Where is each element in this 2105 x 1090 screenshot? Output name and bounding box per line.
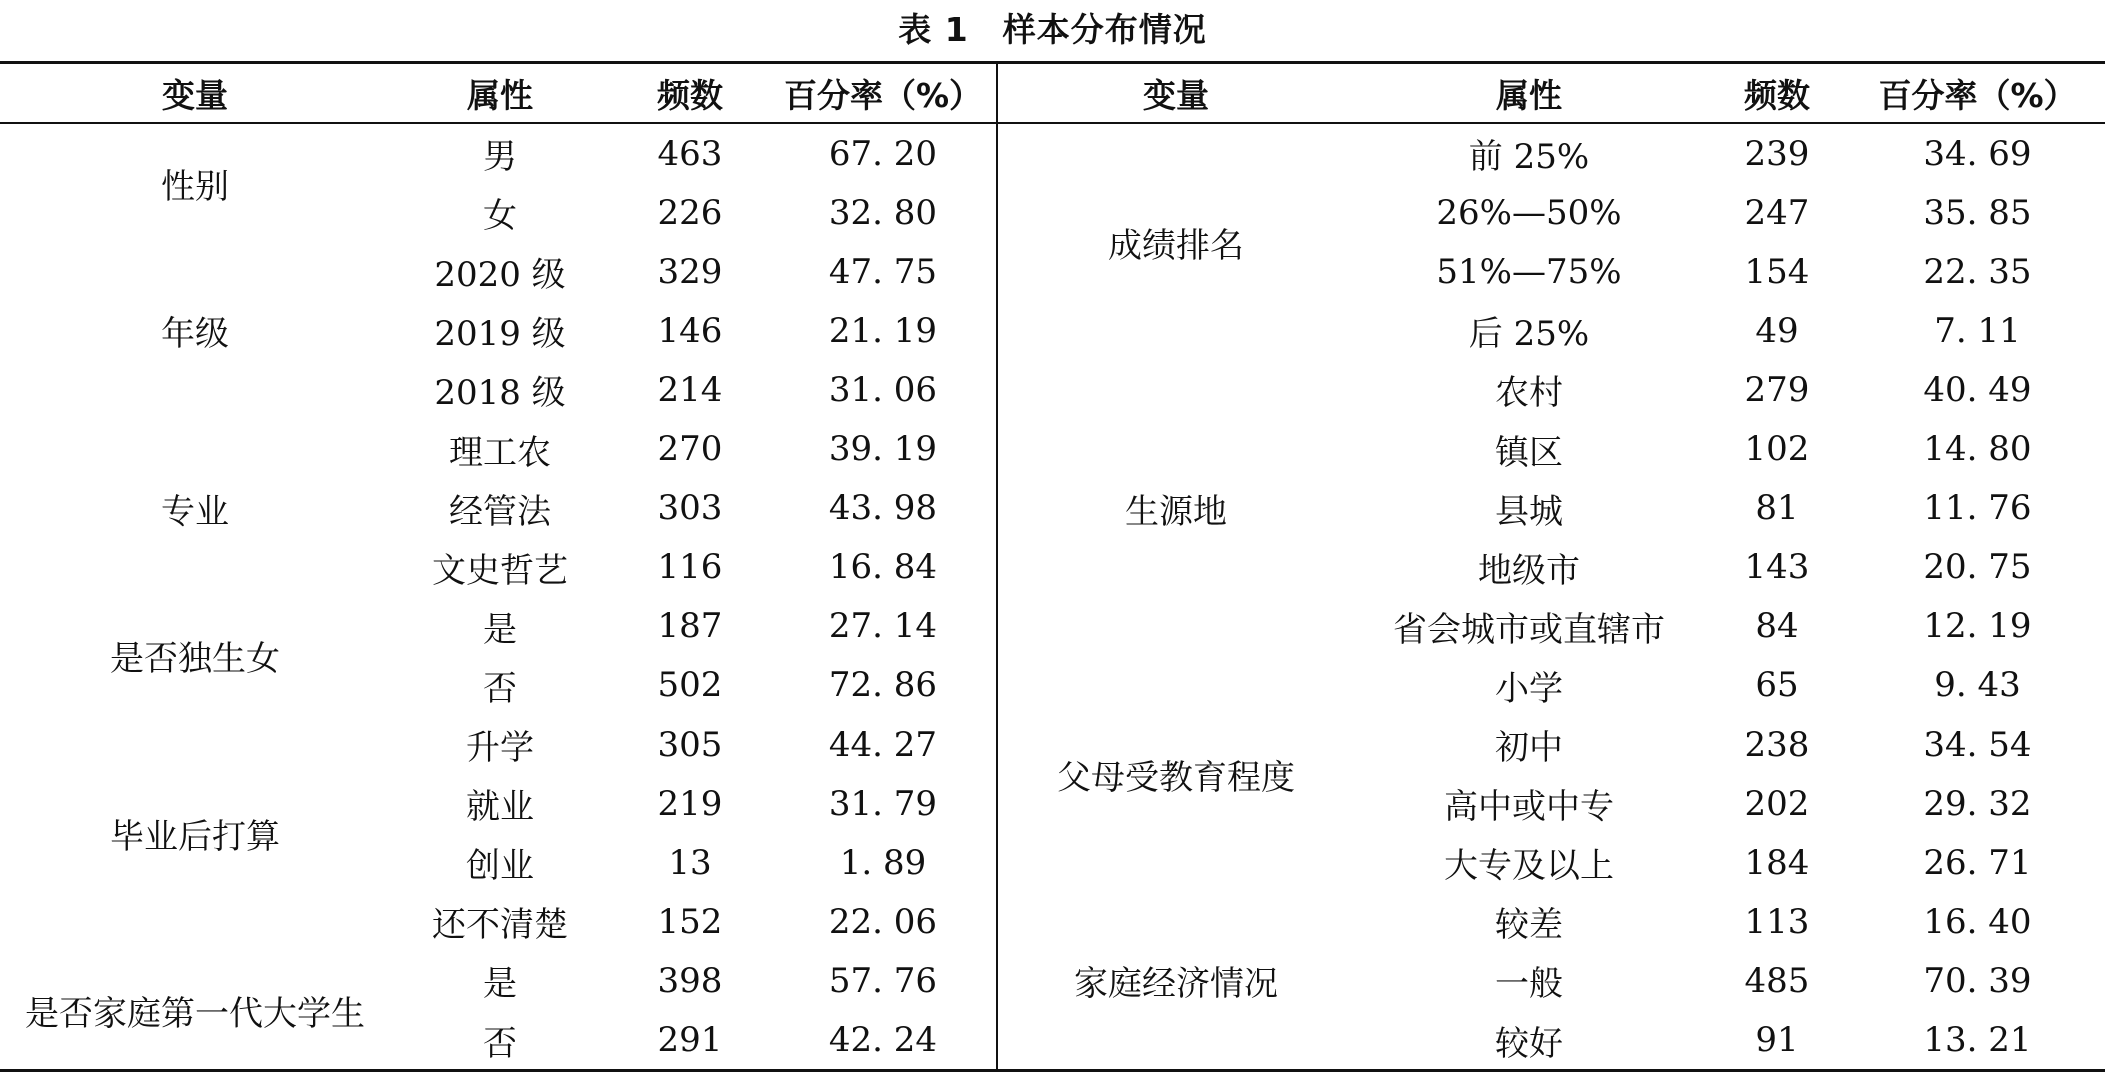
- variable-label: 生源地: [1125, 491, 1227, 532]
- attribute-cell: 较差: [1495, 905, 1563, 946]
- frequency-cell: 279: [1744, 369, 1810, 410]
- percentage-cell: 31. 06: [828, 369, 938, 410]
- percentage-cell: 57. 76: [828, 960, 938, 1001]
- attribute-cell: 是: [483, 964, 517, 1005]
- attribute-cell: 2018 级: [434, 373, 566, 414]
- percentage-cell: 42. 24: [828, 1020, 938, 1061]
- frequency-cell: 219: [657, 783, 723, 824]
- header-frequency-right: 频数: [1744, 75, 1810, 115]
- frequency-cell: 184: [1744, 842, 1810, 883]
- header-attribute-right: 属性: [1496, 75, 1562, 115]
- percentage-cell: 1. 89: [839, 842, 927, 883]
- frequency-cell: 102: [1744, 429, 1810, 470]
- frequency-cell: 226: [657, 192, 723, 233]
- header-percentage-left: 百分率（%）: [783, 75, 983, 115]
- attribute-cell: 还不清楚: [432, 905, 568, 946]
- frequency-cell: 463: [657, 133, 723, 174]
- percentage-cell: 11. 76: [1923, 488, 2032, 529]
- percentage-cell: 27. 14: [828, 606, 938, 647]
- attribute-cell: 51%—75%: [1436, 251, 1622, 292]
- frequency-cell: 187: [657, 606, 723, 647]
- attribute-cell: 省会城市或直辖市: [1393, 609, 1665, 650]
- header-attribute-left: 属性: [467, 75, 533, 115]
- attribute-cell: 经管法: [449, 491, 551, 532]
- frequency-cell: 84: [1755, 606, 1799, 647]
- frequency-cell: 152: [657, 901, 723, 942]
- header-variable-left: 变量: [162, 75, 228, 115]
- percentage-cell: 40. 49: [1923, 369, 2032, 410]
- percentage-cell: 47. 75: [828, 251, 938, 292]
- frequency-cell: 247: [1744, 192, 1810, 233]
- percentage-cell: 16. 84: [828, 547, 938, 588]
- frequency-cell: 502: [657, 665, 723, 706]
- percentage-cell: 20. 75: [1923, 547, 2032, 588]
- frequency-cell: 305: [657, 724, 723, 765]
- variable-label: 毕业后打算: [110, 816, 280, 857]
- frequency-cell: 81: [1755, 488, 1799, 529]
- frequency-cell: 485: [1744, 960, 1810, 1001]
- attribute-cell: 否: [483, 668, 517, 709]
- attribute-cell: 文史哲艺: [432, 550, 568, 591]
- frequency-cell: 65: [1755, 665, 1799, 706]
- attribute-cell: 县城: [1495, 491, 1563, 532]
- frequency-cell: 270: [657, 429, 723, 470]
- percentage-cell: 14. 80: [1923, 429, 2032, 470]
- frequency-cell: 238: [1744, 724, 1810, 765]
- percentage-cell: 70. 39: [1923, 960, 2032, 1001]
- frequency-cell: 398: [657, 960, 723, 1001]
- attribute-cell: 2019 级: [434, 314, 566, 355]
- frequency-cell: 329: [657, 251, 723, 292]
- table-title: 表 1 样本分布情况: [898, 10, 1207, 49]
- frequency-cell: 49: [1755, 310, 1799, 351]
- frequency-cell: 143: [1744, 547, 1810, 588]
- percentage-cell: 22. 06: [828, 901, 938, 942]
- attribute-cell: 男: [483, 137, 517, 178]
- attribute-cell: 一般: [1495, 964, 1563, 1005]
- percentage-cell: 34. 54: [1923, 724, 2032, 765]
- attribute-cell: 初中: [1495, 728, 1563, 769]
- header-frequency-left: 频数: [657, 75, 723, 115]
- frequency-cell: 239: [1744, 133, 1810, 174]
- percentage-cell: 32. 80: [828, 192, 938, 233]
- frequency-cell: 91: [1755, 1020, 1799, 1061]
- header-variable-right: 变量: [1143, 75, 1209, 115]
- percentage-cell: 29. 32: [1923, 783, 2032, 824]
- attribute-cell: 女: [483, 196, 517, 237]
- variable-label: 年级: [161, 314, 229, 355]
- frequency-cell: 13: [668, 842, 712, 883]
- percentage-cell: 34. 69: [1923, 133, 2032, 174]
- variable-label: 是否家庭第一代大学生: [25, 993, 365, 1034]
- percentage-cell: 26. 71: [1923, 842, 2032, 883]
- variable-label: 是否独生女: [110, 639, 280, 680]
- percentage-cell: 16. 40: [1923, 901, 2032, 942]
- frequency-cell: 202: [1744, 783, 1810, 824]
- variable-label: 成绩排名: [1108, 225, 1244, 266]
- frequency-cell: 303: [657, 488, 723, 529]
- attribute-cell: 农村: [1495, 373, 1563, 414]
- attribute-cell: 地级市: [1478, 550, 1580, 591]
- attribute-cell: 高中或中专: [1444, 787, 1614, 828]
- attribute-cell: 26%—50%: [1436, 192, 1622, 233]
- percentage-cell: 13. 21: [1923, 1020, 2032, 1061]
- percentage-cell: 44. 27: [828, 724, 938, 765]
- percentage-cell: 39. 19: [828, 429, 938, 470]
- percentage-cell: 12. 19: [1923, 606, 2032, 647]
- percentage-cell: 72. 86: [828, 665, 938, 706]
- attribute-cell: 创业: [466, 846, 534, 887]
- attribute-cell: 大专及以上: [1444, 846, 1614, 887]
- frequency-cell: 214: [657, 369, 723, 410]
- percentage-cell: 7. 11: [1934, 310, 2021, 351]
- attribute-cell: 后 25%: [1468, 314, 1590, 355]
- variable-label: 专业: [161, 491, 229, 532]
- attribute-cell: 镇区: [1495, 432, 1563, 473]
- frequency-cell: 116: [657, 547, 723, 588]
- attribute-cell: 较好: [1495, 1023, 1563, 1064]
- variable-label: 家庭经济情况: [1074, 964, 1278, 1005]
- attribute-cell: 小学: [1495, 668, 1563, 709]
- attribute-cell: 理工农: [449, 432, 551, 473]
- attribute-cell: 否: [483, 1023, 517, 1064]
- attribute-cell: 升学: [466, 728, 534, 769]
- attribute-cell: 就业: [466, 787, 534, 828]
- percentage-cell: 35. 85: [1923, 192, 2032, 233]
- attribute-cell: 2020 级: [434, 255, 566, 296]
- percentage-cell: 9. 43: [1934, 665, 2021, 706]
- percentage-cell: 67. 20: [828, 133, 938, 174]
- variable-label: 父母受教育程度: [1057, 757, 1295, 798]
- frequency-cell: 146: [657, 310, 723, 351]
- frequency-cell: 113: [1744, 901, 1810, 942]
- attribute-cell: 是: [483, 609, 517, 650]
- percentage-cell: 43. 98: [828, 488, 938, 529]
- percentage-cell: 21. 19: [828, 310, 938, 351]
- percentage-cell: 31. 79: [828, 783, 938, 824]
- frequency-cell: 291: [657, 1020, 723, 1061]
- percentage-cell: 22. 35: [1923, 251, 2032, 292]
- frequency-cell: 154: [1744, 251, 1810, 292]
- header-percentage-right: 百分率（%）: [1878, 75, 2077, 115]
- attribute-cell: 前 25%: [1468, 137, 1590, 178]
- variable-label: 性别: [161, 166, 229, 207]
